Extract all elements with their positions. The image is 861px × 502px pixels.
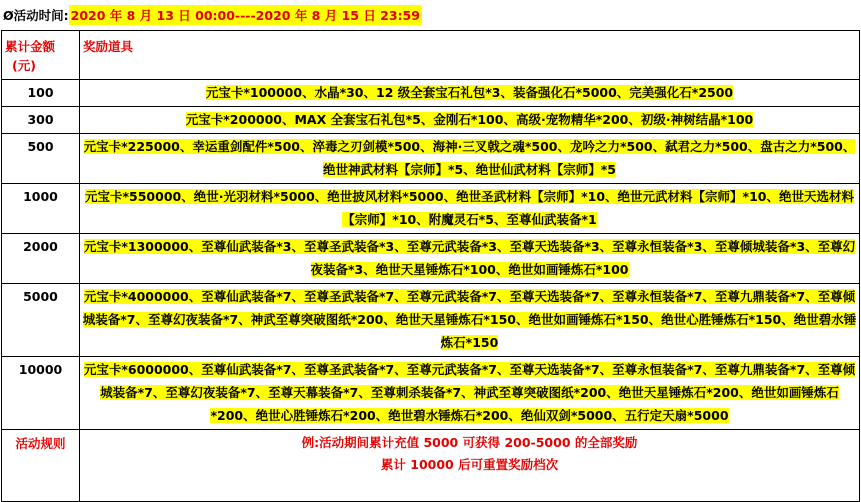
activity-time-bar: [0, 0, 861, 30]
reward-text: 元宝卡*200000、MAX 全套宝石礼包*5、金刚石*100、高级·宠物精华*200、初级·神树结晶*100: [185, 112, 754, 127]
rules-label: 活动规则: [2, 430, 80, 502]
table-row: [2, 134, 860, 184]
amount-cell: 100: [2, 80, 80, 107]
table-row: [2, 80, 860, 107]
reward-cell: [80, 107, 860, 134]
amount-cell: 5000: [2, 284, 80, 357]
activity-time-label: Ø活动时间:: [3, 8, 69, 23]
rules-cell: [80, 430, 860, 502]
activity-date-range: 2020 年 8 月 13 日 00:00----2020 年 8 月 15 日 23:59: [69, 5, 422, 25]
reward-table: [1, 30, 860, 502]
rules-line-2: 累计 10000 后可重置奖励档次: [380, 457, 559, 472]
reward-text: 元宝卡*100000、水晶*30、12 级全套宝石礼包*3、装备强化石*5000、完美强化石*2500: [205, 85, 734, 100]
amount-cell: 10000: [2, 357, 80, 430]
table-header-row: [2, 31, 860, 80]
amount-cell: 2000: [2, 234, 80, 284]
amount-cell: 1000: [2, 184, 80, 234]
reward-cell: [80, 80, 860, 107]
amount-header-label: 累计金额: [5, 39, 56, 54]
reward-cell: [80, 184, 860, 234]
amount-cell: 500: [2, 134, 80, 184]
reward-header-label: 奖励道具: [80, 31, 860, 80]
amount-header-cell: [2, 31, 80, 80]
reward-text: 元宝卡*4000000、至尊仙武装备*7、至尊圣武装备*7、至尊元武装备*7、至尊天选装备*7、至尊永恒装备*7、至尊九鼎装备*7、至尊倾城装备*7、至尊幻夜装备*7、神武至尊突破图纸*200、绝世天星锤炼石*150、绝世如画锤炼石*150、绝世心胜锤炼石*150、绝世碧水锤炼石*150: [82, 289, 857, 350]
reward-cell: [80, 234, 860, 284]
reward-text: 元宝卡*550000、绝世·光羽材料*5000、绝世披风材料*5000、绝世圣武材料【宗师】*10、绝世元武材料【宗师】*10、绝世天选材料【宗师】*10、附魔灵石*5、至尊仙武装备*1: [85, 189, 854, 227]
table-row: [2, 107, 860, 134]
table-row: [2, 284, 860, 357]
table-row: [2, 184, 860, 234]
reward-text: 元宝卡*1300000、至尊仙武装备*3、至尊圣武装备*3、至尊元武装备*3、至尊天选装备*3、至尊永恒装备*3、至尊倾城装备*3、至尊幻夜装备*3、绝世天星锤炼石*100、绝世如画锤炼石*100: [83, 239, 856, 277]
table-row: [2, 234, 860, 284]
rules-row: [2, 430, 860, 502]
reward-cell: [80, 357, 860, 430]
amount-cell: 300: [2, 107, 80, 134]
reward-cell: [80, 284, 860, 357]
amount-header-unit: (元): [12, 58, 36, 73]
reward-text: 元宝卡*225000、幸运重剑配件*500、淬毒之刃剑模*500、海神·三叉戟之魂*500、龙吟之力*500、弑君之力*500、盘古之力*500、绝世神武材料【宗师】*5、绝世仙武材料【宗师】*5: [83, 139, 856, 177]
reward-cell: [80, 134, 860, 184]
table-row: [2, 357, 860, 430]
reward-text: 元宝卡*6000000、至尊仙武装备*7、至尊圣武装备*7、至尊元武装备*7、至尊天选装备*7、至尊永恒装备*7、至尊九鼎装备*7、至尊倾城装备*7、至尊幻夜装备*7、至尊天幕装备*7、至尊刺杀装备*7、神武至尊突破图纸*200、绝世天星锤炼石*200、绝世如画锤炼石*200、绝世心胜锤炼石*200、绝世碧水锤炼石*200、绝仙双剑*5000、五行定天扇*5000: [83, 362, 856, 423]
rules-line-1: 例:活动期间累计充值 5000 可获得 200-5000 的全部奖励: [301, 435, 638, 450]
